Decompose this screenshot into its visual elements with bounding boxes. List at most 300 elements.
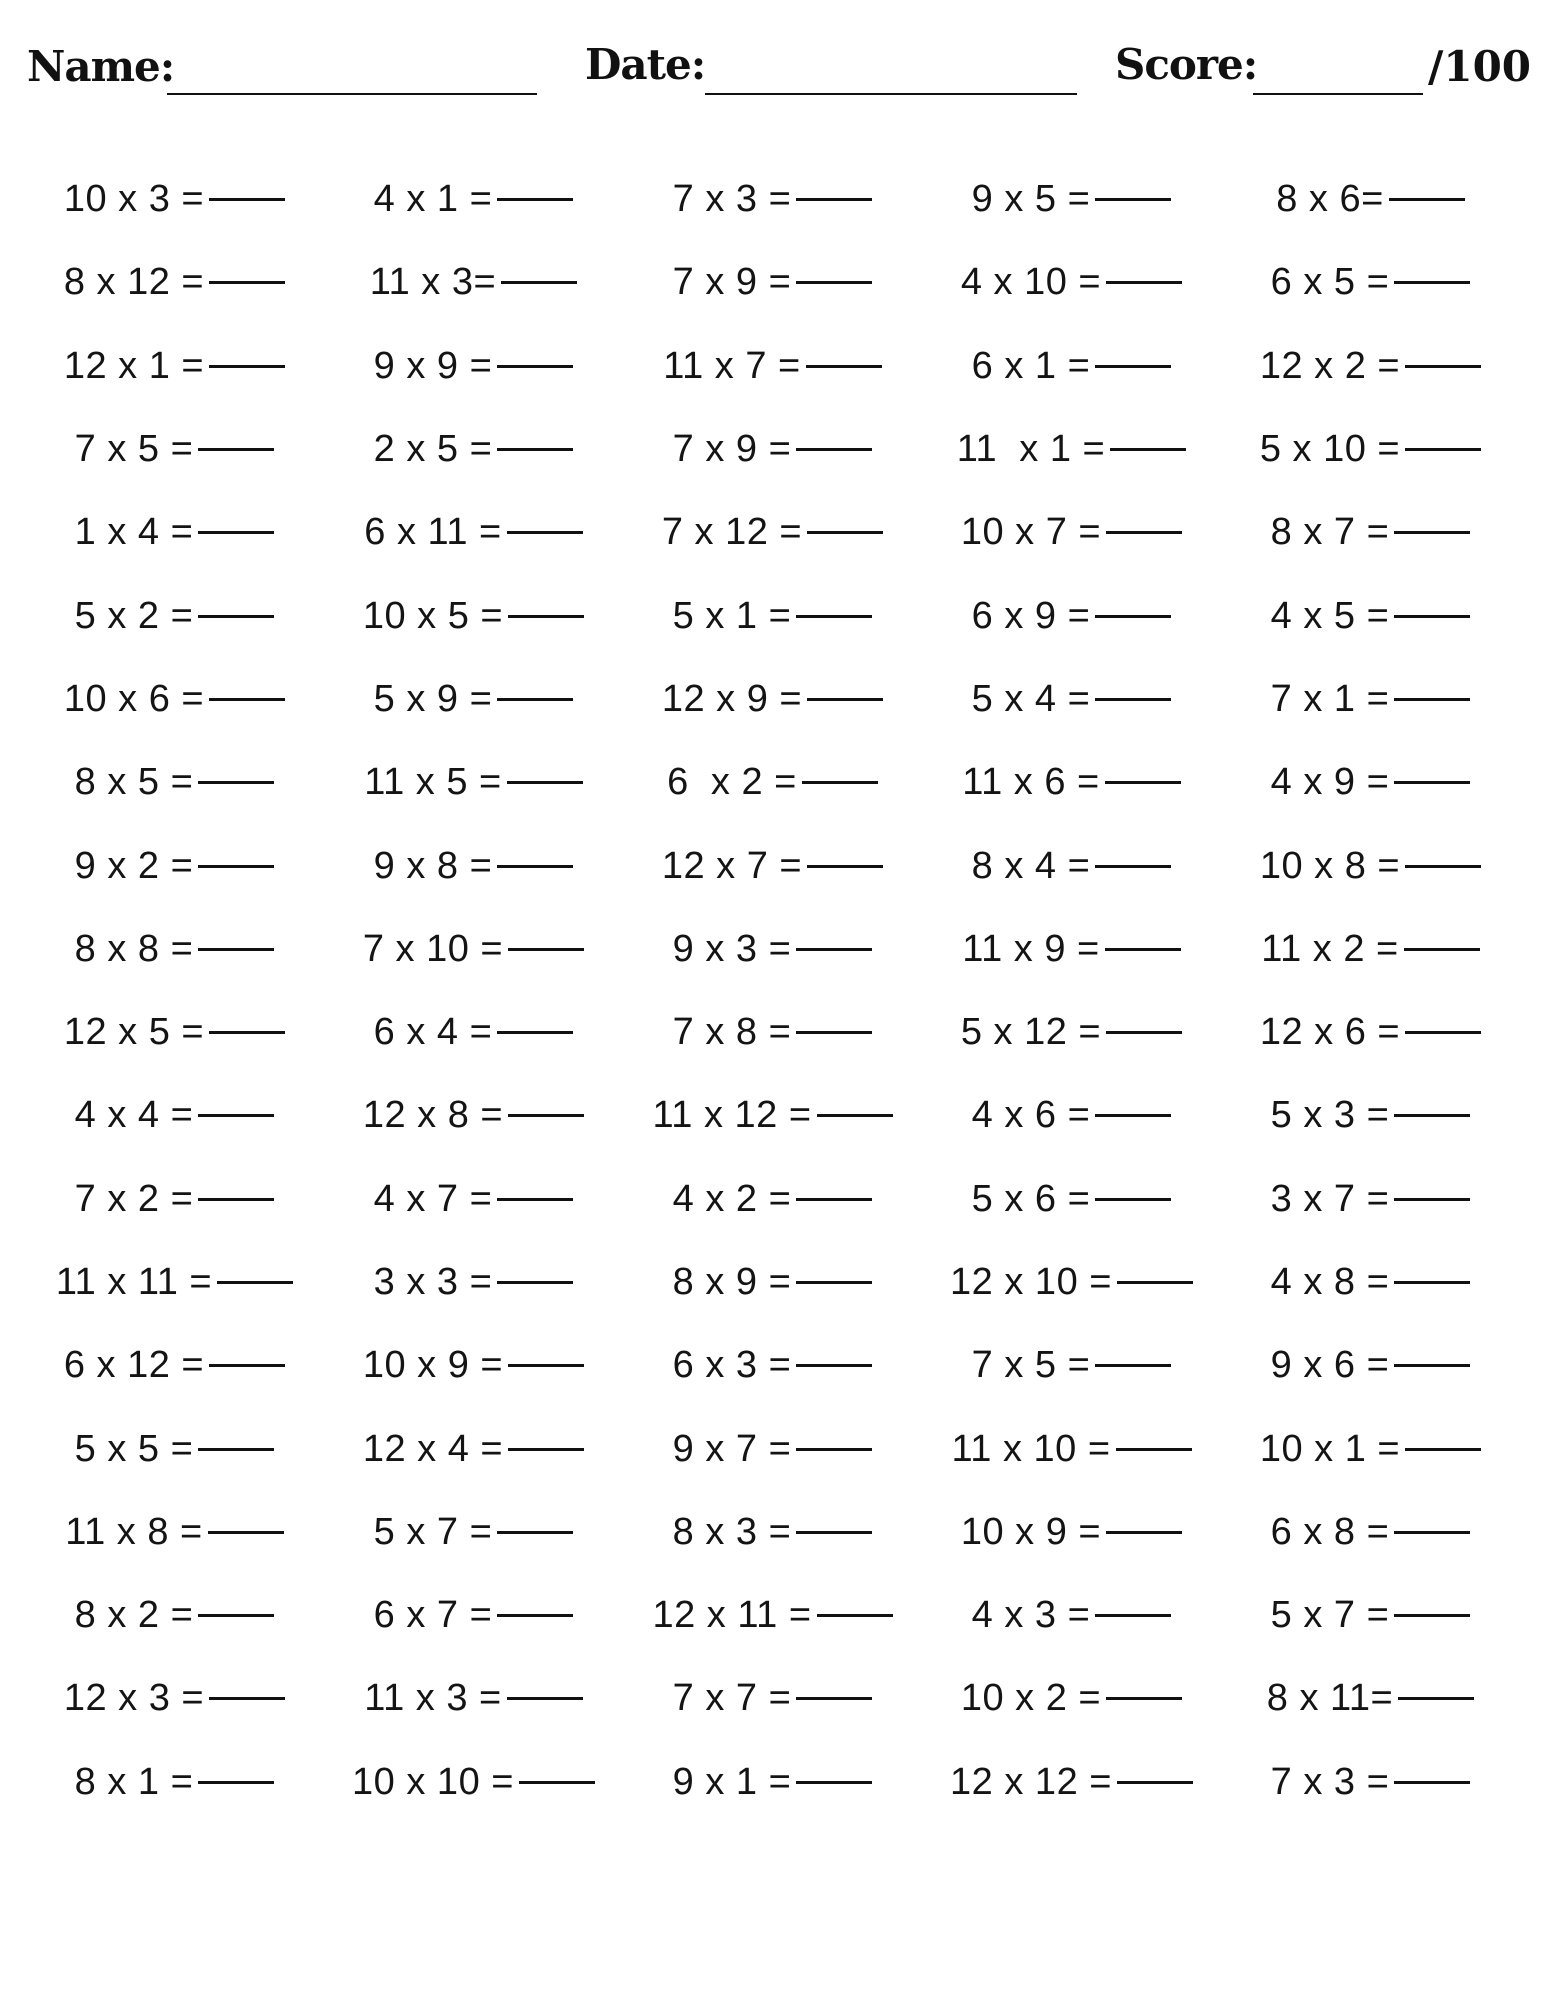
problem-text: 6 x 11 = <box>364 511 502 554</box>
answer-blank[interactable] <box>1095 615 1171 618</box>
answer-blank[interactable] <box>1095 1364 1171 1367</box>
answer-blank[interactable] <box>1405 448 1481 451</box>
answer-blank[interactable] <box>796 1781 872 1784</box>
problem-cell <box>922 491 1221 574</box>
answer-blank[interactable] <box>796 448 872 451</box>
problem-cell <box>25 408 324 491</box>
problem-cell <box>623 325 922 408</box>
problem-text: 12 x 9 = <box>661 677 803 720</box>
answer-blank[interactable] <box>1095 365 1171 368</box>
answer-blank[interactable] <box>1404 948 1480 951</box>
answer-blank[interactable] <box>209 365 285 368</box>
problem-text: 11 x 1 = <box>956 428 1106 471</box>
answer-blank[interactable] <box>1405 1031 1481 1034</box>
problem-cell <box>324 1074 623 1157</box>
problem-cell <box>324 1407 623 1490</box>
problem-text: 7 x 8 = <box>672 1011 792 1054</box>
answer-blank[interactable] <box>198 865 274 868</box>
answer-blank[interactable] <box>1116 1448 1192 1451</box>
problem-cell <box>25 658 324 741</box>
answer-blank[interactable] <box>796 1198 872 1201</box>
problem-text: 12 x 8 = <box>362 1094 504 1137</box>
answer-blank[interactable] <box>806 365 882 368</box>
problem-cell <box>324 325 623 408</box>
problem-text: 8 x 7 = <box>1270 511 1390 554</box>
problem-cell <box>922 325 1221 408</box>
problem-text: 7 x 3 = <box>1270 1760 1390 1803</box>
answer-blank[interactable] <box>508 1364 584 1367</box>
problem-text: 8 x 4 = <box>971 844 1091 887</box>
problem-cell <box>922 408 1221 491</box>
problem-cell <box>1221 574 1520 657</box>
problem-text: 10 x 3 = <box>63 178 205 221</box>
problem-cell <box>25 1741 324 1824</box>
problem-cell <box>623 1741 922 1824</box>
problem-text: 8 x 3 = <box>672 1510 792 1553</box>
problem-text: 6 x 12 = <box>63 1344 205 1387</box>
answer-blank[interactable] <box>1394 1614 1470 1617</box>
problem-cell <box>1221 491 1520 574</box>
answer-blank[interactable] <box>507 781 583 784</box>
problem-text: 9 x 3 = <box>672 927 792 970</box>
answer-blank[interactable] <box>1405 1448 1481 1451</box>
problem-cell <box>324 1158 623 1241</box>
problem-cell <box>25 1074 324 1157</box>
problem-text: 10 x 9 = <box>362 1344 504 1387</box>
problem-text: 6 x 7 = <box>373 1594 493 1637</box>
problem-text: 6 x 8 = <box>1270 1510 1390 1553</box>
problem-text: 6 x 9 = <box>971 594 1091 637</box>
answer-blank[interactable] <box>497 198 573 201</box>
problem-text: 7 x 5 = <box>74 428 194 471</box>
problem-text: 6 x 2 = <box>667 761 797 804</box>
problem-text: 11 x 3 = <box>364 1677 502 1720</box>
answer-blank[interactable] <box>497 365 573 368</box>
problem-text: 12 x 6 = <box>1259 1011 1401 1054</box>
answer-blank[interactable] <box>198 781 274 784</box>
problem-text: 4 x 10 = <box>960 261 1102 304</box>
name-fill-line[interactable] <box>167 93 537 95</box>
problem-text: 8 x 12 = <box>63 261 205 304</box>
answer-blank[interactable] <box>796 948 872 951</box>
problem-text: 10 x 1 = <box>1259 1427 1401 1470</box>
problem-cell <box>623 158 922 241</box>
problem-cell <box>1221 1324 1520 1407</box>
problem-text: 6 x 3 = <box>672 1344 792 1387</box>
answer-blank[interactable] <box>198 1114 274 1117</box>
answer-blank[interactable] <box>198 948 274 951</box>
answer-blank[interactable] <box>507 531 583 534</box>
answer-blank[interactable] <box>508 1114 584 1117</box>
answer-blank[interactable] <box>209 698 285 701</box>
problem-text: 8 x 1 = <box>74 1760 194 1803</box>
problem-cell <box>623 1657 922 1740</box>
problem-text: 7 x 9 = <box>672 428 792 471</box>
answer-blank[interactable] <box>198 531 274 534</box>
problems-grid <box>25 158 1520 1824</box>
score-denominator: /100 <box>1428 42 1532 91</box>
answer-blank[interactable] <box>1106 1531 1182 1534</box>
answer-blank[interactable] <box>208 1531 284 1534</box>
answer-blank[interactable] <box>1389 198 1465 201</box>
problem-text: 7 x 9 = <box>672 261 792 304</box>
problem-cell <box>922 1491 1221 1574</box>
problem-text: 10 x 8 = <box>1259 844 1401 887</box>
problem-cell <box>922 991 1221 1074</box>
answer-blank[interactable] <box>796 198 872 201</box>
problem-text: 5 x 10 = <box>1259 428 1401 471</box>
problem-cell <box>1221 991 1520 1074</box>
problem-cell <box>1221 824 1520 907</box>
problem-cell <box>623 1074 922 1157</box>
problem-cell <box>623 908 922 991</box>
answer-blank[interactable] <box>1398 1697 1474 1700</box>
answer-blank[interactable] <box>209 1364 285 1367</box>
problem-cell <box>324 1657 623 1740</box>
problem-text: 10 x 6 = <box>63 677 205 720</box>
problem-cell <box>922 1657 1221 1740</box>
problem-text: 8 x 11= <box>1266 1677 1394 1720</box>
problem-text: 8 x 2 = <box>74 1594 194 1637</box>
problem-cell <box>1221 1074 1520 1157</box>
answer-blank[interactable] <box>501 281 577 284</box>
answer-blank[interactable] <box>209 1697 285 1700</box>
answer-blank[interactable] <box>1095 198 1171 201</box>
problem-cell <box>25 1491 324 1574</box>
problem-text: 12 x 7 = <box>661 844 803 887</box>
problem-text: 11 x 11 = <box>55 1261 213 1303</box>
problem-text: 12 x 4 = <box>362 1427 504 1470</box>
answer-blank[interactable] <box>796 1364 872 1367</box>
problem-text: 10 x 5 = <box>362 594 504 637</box>
problem-cell <box>623 1241 922 1324</box>
problem-cell <box>1221 325 1520 408</box>
problem-text: 12 x 5 = <box>63 1011 205 1054</box>
answer-blank[interactable] <box>1394 1781 1470 1784</box>
problem-text: 11 x 3= <box>369 261 497 304</box>
problem-cell <box>922 908 1221 991</box>
problem-cell <box>623 491 922 574</box>
name-label: Name: <box>27 42 175 91</box>
problem-text: 8 x 8 = <box>74 927 194 970</box>
problem-text: 10 x 2 = <box>960 1677 1102 1720</box>
problem-text: 5 x 9 = <box>373 677 493 720</box>
answer-blank[interactable] <box>807 531 883 534</box>
problem-text: 10 x 10 = <box>352 1760 514 1803</box>
problem-cell <box>25 1657 324 1740</box>
answer-blank[interactable] <box>1394 1531 1470 1534</box>
problem-text: 5 x 4 = <box>971 677 1091 720</box>
problem-cell <box>25 908 324 991</box>
problem-text: 7 x 5 = <box>971 1344 1091 1387</box>
answer-blank[interactable] <box>1405 365 1481 368</box>
problem-cell <box>25 1574 324 1657</box>
answer-blank[interactable] <box>198 1448 274 1451</box>
answer-blank[interactable] <box>497 1031 573 1034</box>
problem-text: 8 x 5 = <box>74 761 194 804</box>
problem-text: 7 x 3 = <box>672 178 792 221</box>
answer-blank[interactable] <box>796 1281 872 1284</box>
problem-text: 7 x 1 = <box>1270 677 1390 720</box>
problem-text: 11 x 12 = <box>652 1094 812 1137</box>
problem-text: 10 x 9 = <box>960 1510 1102 1553</box>
problem-cell <box>25 741 324 824</box>
problem-text: 9 x 8 = <box>373 844 493 887</box>
answer-blank[interactable] <box>1106 1697 1182 1700</box>
problem-cell <box>1221 1741 1520 1824</box>
problem-cell <box>25 325 324 408</box>
problem-cell <box>324 741 623 824</box>
problem-cell <box>922 1324 1221 1407</box>
answer-blank[interactable] <box>796 1697 872 1700</box>
problem-text: 11 x 5 = <box>364 761 502 804</box>
problem-cell <box>324 1574 623 1657</box>
problem-text: 12 x 2 = <box>1259 344 1401 387</box>
problem-text: 1 x 4 = <box>74 511 194 554</box>
problem-text: 12 x 12 = <box>950 1760 1112 1803</box>
problem-text: 7 x 2 = <box>74 1177 194 1220</box>
answer-blank[interactable] <box>1105 948 1181 951</box>
answer-blank[interactable] <box>807 698 883 701</box>
answer-blank[interactable] <box>1394 531 1470 534</box>
problem-text: 4 x 4 = <box>74 1094 194 1137</box>
problem-text: 9 x 9 = <box>373 344 493 387</box>
answer-blank[interactable] <box>198 448 274 451</box>
problem-text: 11 x 9 = <box>962 927 1100 970</box>
answer-blank[interactable] <box>507 1697 583 1700</box>
answer-blank[interactable] <box>1095 698 1171 701</box>
problem-text: 10 x 7 = <box>960 511 1102 554</box>
problem-cell <box>922 158 1221 241</box>
problem-text: 9 x 5 = <box>971 178 1091 221</box>
problem-cell <box>922 1574 1221 1657</box>
problem-text: 11 x 10 = <box>951 1427 1111 1470</box>
answer-blank[interactable] <box>497 1531 573 1534</box>
problem-cell <box>922 1074 1221 1157</box>
problem-cell <box>623 241 922 324</box>
problem-cell <box>25 491 324 574</box>
problem-cell <box>324 991 623 1074</box>
answer-blank[interactable] <box>807 865 883 868</box>
problem-cell <box>1221 741 1520 824</box>
answer-blank[interactable] <box>817 1114 893 1117</box>
problem-text: 3 x 3 = <box>373 1261 493 1303</box>
problem-text: 6 x 1 = <box>971 344 1091 387</box>
problem-text: 3 x 7 = <box>1270 1177 1390 1220</box>
problem-cell <box>1221 241 1520 324</box>
answer-blank[interactable] <box>817 1614 893 1617</box>
answer-blank[interactable] <box>497 865 573 868</box>
problem-cell <box>25 1324 324 1407</box>
answer-blank[interactable] <box>209 1031 285 1034</box>
answer-blank[interactable] <box>1117 1781 1193 1784</box>
answer-blank[interactable] <box>1106 531 1182 534</box>
problem-cell <box>1221 1158 1520 1241</box>
problem-text: 6 x 4 = <box>373 1011 493 1054</box>
problem-cell <box>623 824 922 907</box>
problem-text: 4 x 6 = <box>971 1094 1091 1137</box>
answer-blank[interactable] <box>1394 1198 1470 1201</box>
problem-cell <box>623 574 922 657</box>
answer-blank[interactable] <box>508 948 584 951</box>
problem-cell <box>1221 1657 1520 1740</box>
problem-text: 8 x 9 = <box>672 1261 792 1303</box>
problem-cell <box>1221 1574 1520 1657</box>
problem-cell <box>324 158 623 241</box>
answer-blank[interactable] <box>1394 781 1470 784</box>
answer-blank[interactable] <box>1105 781 1181 784</box>
problem-cell <box>324 241 623 324</box>
answer-blank[interactable] <box>1095 865 1171 868</box>
answer-blank[interactable] <box>1095 1114 1171 1117</box>
answer-blank[interactable] <box>209 198 285 201</box>
answer-blank[interactable] <box>1095 1198 1171 1201</box>
answer-blank[interactable] <box>508 1448 584 1451</box>
problem-text: 4 x 1 = <box>373 178 493 221</box>
answer-blank[interactable] <box>802 781 878 784</box>
problem-cell <box>623 658 922 741</box>
answer-blank[interactable] <box>1106 1031 1182 1034</box>
date-fill-line[interactable] <box>705 93 1077 95</box>
problem-cell <box>1221 1491 1520 1574</box>
problem-text: 2 x 5 = <box>373 428 493 471</box>
problem-cell <box>922 1158 1221 1241</box>
problem-text: 12 x 3 = <box>63 1677 205 1720</box>
problem-cell <box>623 1324 922 1407</box>
problem-cell <box>623 1407 922 1490</box>
answer-blank[interactable] <box>198 615 274 618</box>
answer-blank[interactable] <box>796 1531 872 1534</box>
problem-text: 4 x 9 = <box>1270 761 1390 804</box>
answer-blank[interactable] <box>497 1198 573 1201</box>
problem-text: 9 x 6 = <box>1270 1344 1390 1387</box>
problem-cell <box>922 741 1221 824</box>
answer-blank[interactable] <box>1394 281 1470 284</box>
problem-text: 4 x 3 = <box>971 1594 1091 1637</box>
problem-text: 4 x 2 = <box>672 1177 792 1220</box>
problem-text: 12 x 11 = <box>652 1594 812 1637</box>
problem-text: 5 x 12 = <box>960 1011 1102 1054</box>
problem-text: 5 x 3 = <box>1270 1094 1390 1137</box>
problem-cell <box>324 1241 623 1324</box>
answer-blank[interactable] <box>796 281 872 284</box>
answer-blank[interactable] <box>1394 698 1470 701</box>
problem-text: 9 x 2 = <box>74 844 194 887</box>
problem-text: 7 x 10 = <box>362 927 504 970</box>
answer-blank[interactable] <box>796 1448 872 1451</box>
answer-blank[interactable] <box>519 1781 595 1784</box>
problem-cell <box>623 991 922 1074</box>
problem-cell <box>25 1241 324 1324</box>
score-fill-line[interactable] <box>1253 93 1423 95</box>
problem-cell <box>324 824 623 907</box>
problem-cell <box>324 1324 623 1407</box>
problem-text: 11 x 6 = <box>962 761 1100 804</box>
problem-cell <box>324 658 623 741</box>
date-label: Date: <box>585 40 706 89</box>
problem-text: 9 x 7 = <box>672 1427 792 1470</box>
problem-text: 5 x 2 = <box>74 594 194 637</box>
problem-text: 11 x 2 = <box>1261 927 1399 970</box>
problem-cell <box>922 574 1221 657</box>
problem-text: 9 x 1 = <box>672 1760 792 1803</box>
problem-cell <box>1221 1407 1520 1490</box>
problem-cell <box>623 1491 922 1574</box>
problem-cell <box>25 574 324 657</box>
problem-cell <box>25 1158 324 1241</box>
answer-blank[interactable] <box>497 448 573 451</box>
problem-cell <box>324 1491 623 1574</box>
answer-blank[interactable] <box>796 615 872 618</box>
problem-cell <box>922 824 1221 907</box>
problem-cell <box>922 1241 1221 1324</box>
problem-text: 11 x 7 = <box>663 344 801 387</box>
answer-blank[interactable] <box>1117 1281 1193 1284</box>
problem-text: 5 x 7 = <box>1270 1594 1390 1637</box>
problem-cell <box>25 1407 324 1490</box>
problem-cell <box>25 824 324 907</box>
answer-blank[interactable] <box>1394 615 1470 618</box>
problem-cell <box>1221 1241 1520 1324</box>
answer-blank[interactable] <box>497 698 573 701</box>
problem-cell <box>623 741 922 824</box>
problem-text: 5 x 1 = <box>672 594 792 637</box>
answer-blank[interactable] <box>1394 1364 1470 1367</box>
problem-text: 5 x 6 = <box>971 1177 1091 1220</box>
answer-blank[interactable] <box>796 1031 872 1034</box>
answer-blank[interactable] <box>198 1781 274 1784</box>
problem-cell <box>324 491 623 574</box>
problem-text: 7 x 12 = <box>661 511 803 554</box>
answer-blank[interactable] <box>508 615 584 618</box>
problem-cell <box>1221 658 1520 741</box>
answer-blank[interactable] <box>198 1614 274 1617</box>
problem-text: 4 x 8 = <box>1270 1261 1390 1303</box>
problem-cell <box>922 241 1221 324</box>
problem-cell <box>922 658 1221 741</box>
answer-blank[interactable] <box>1394 1281 1470 1284</box>
problem-cell <box>324 408 623 491</box>
problem-text: 8 x 6= <box>1276 178 1384 221</box>
problem-text: 4 x 5 = <box>1270 594 1390 637</box>
answer-blank[interactable] <box>1106 281 1182 284</box>
problem-text: 5 x 5 = <box>74 1427 194 1470</box>
problem-cell <box>922 1407 1221 1490</box>
problem-cell <box>1221 158 1520 241</box>
problem-cell <box>1221 408 1520 491</box>
problem-text: 12 x 10 = <box>950 1261 1112 1303</box>
answer-blank[interactable] <box>1110 448 1186 451</box>
problem-cell <box>324 1741 623 1824</box>
answer-blank[interactable] <box>497 1281 573 1284</box>
problem-cell <box>324 908 623 991</box>
answer-blank[interactable] <box>497 1614 573 1617</box>
problem-cell <box>623 408 922 491</box>
score-label: Score: <box>1115 40 1258 89</box>
problem-text: 11 x 8 = <box>65 1510 203 1553</box>
problem-cell <box>1221 908 1520 991</box>
answer-blank[interactable] <box>1095 1614 1171 1617</box>
problem-cell <box>623 1158 922 1241</box>
answer-blank[interactable] <box>217 1281 293 1284</box>
answer-blank[interactable] <box>1394 1114 1470 1117</box>
answer-blank[interactable] <box>209 281 285 284</box>
problem-cell <box>623 1574 922 1657</box>
problem-cell <box>25 158 324 241</box>
answer-blank[interactable] <box>198 1198 274 1201</box>
problem-cell <box>25 991 324 1074</box>
answer-blank[interactable] <box>1405 865 1481 868</box>
